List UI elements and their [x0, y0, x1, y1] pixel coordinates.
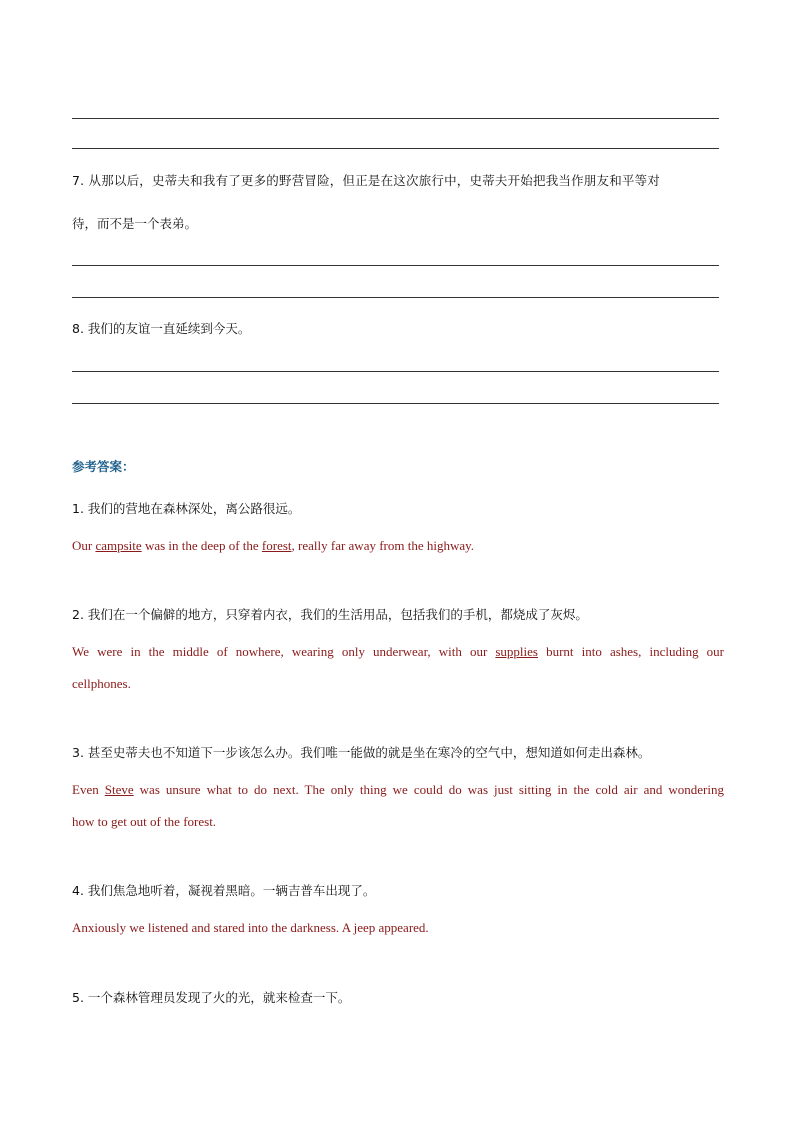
answer-blank-line[interactable]	[72, 148, 719, 149]
underlined-word: forest	[261, 538, 292, 553]
answer-4-english: Anxiously we listened and stared into the darkness. A jeep appeared.	[72, 920, 429, 935]
answer-3-english-line-1: Even Steve was unsure what to do next. The only thing we could do was just sitting in the cold air and wondering	[72, 782, 724, 797]
answer-1-chinese: 1. 我们的营地在森林深处，离公路很远。	[72, 501, 301, 516]
answer-1-english: Our campsite was in the deep of the forest, really far away from the highway.	[72, 538, 475, 553]
answer-blank-line[interactable]	[72, 403, 719, 404]
underlined-word: Steve	[104, 782, 134, 797]
underlined-word: supplies	[495, 644, 538, 659]
question-8: 8. 我们的友谊一直延续到今天。	[72, 321, 251, 336]
answer-5-chinese: 5. 一个森林管理员发现了火的光，就来检查一下。	[72, 990, 351, 1005]
reference-answers-heading: 参考答案：	[72, 459, 135, 474]
question-7-line-2: 待，而不是一个表弟。	[72, 216, 198, 231]
underlined-word: campsite	[95, 538, 142, 553]
answer-2-english-line-2: cellphones.	[72, 676, 131, 691]
answer-3-chinese: 3. 甚至史蒂夫也不知道下一步该怎么办。我们唯一能做的就是坐在寒冷的空气中，想知道如何走出森林。	[72, 745, 651, 760]
answer-blank-line[interactable]	[72, 297, 719, 298]
answer-blank-line[interactable]	[72, 371, 719, 372]
answer-2-english-line-1: We were in the middle of nowhere, wearing only underwear, with our supplies burnt into ashes, including our	[72, 644, 724, 659]
answer-blank-line[interactable]	[72, 118, 719, 119]
answer-2-chinese: 2. 我们在一个偏僻的地方，只穿着内衣，我们的生活用品，包括我们的手机，都烧成了灰烬。	[72, 607, 588, 622]
answer-3-english-line-2: how to get out of the forest.	[72, 814, 217, 829]
question-7-line-1: 7. 从那以后，史蒂夫和我有了更多的野营冒险，但正是在这次旅行中，史蒂夫开始把我当作朋友和平等对	[72, 173, 661, 188]
answer-blank-line[interactable]	[72, 265, 719, 266]
answer-4-chinese: 4. 我们焦急地听着，凝视着黑暗。一辆吉普车出现了。	[72, 883, 376, 898]
